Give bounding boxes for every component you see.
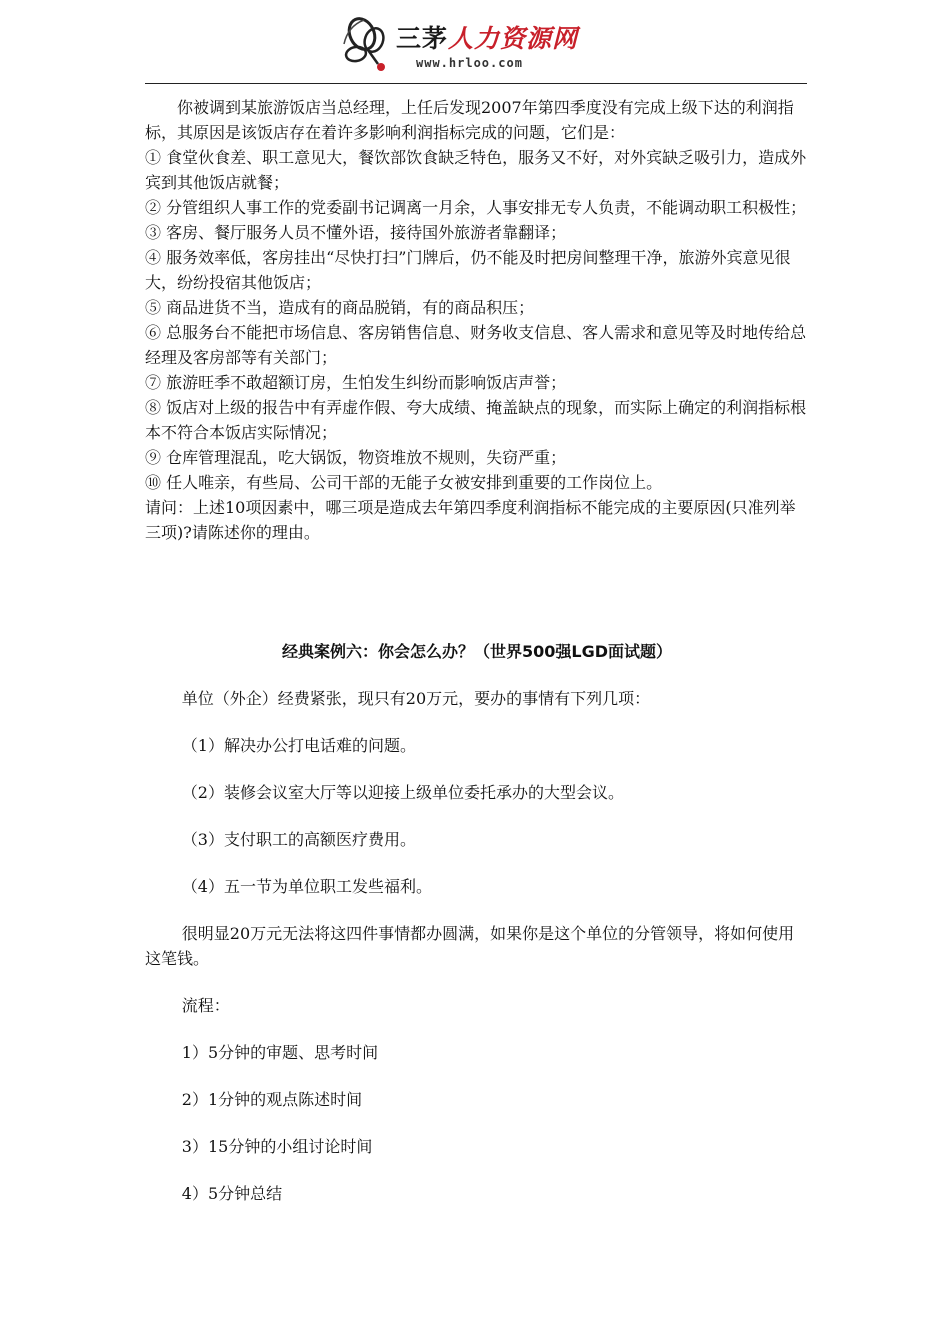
case6-intro: 单位（外企）经费紧张，现只有20万元，要办的事情有下列几项：: [181, 689, 651, 708]
problem-item: ⑨ 仓库管理混乱，吃大锅饭，物资堆放不规则，失窃严重；: [145, 448, 567, 467]
case6-title: 经典案例六：你会怎么办？（世界500强LGD面试题）: [281, 642, 672, 661]
problem-item: ⑤ 商品进货不当，造成有的商品脱销，有的商品积压；: [145, 298, 535, 317]
problem-item: ④ 服务效率低，客房挂出“尽快打扫”门牌后，仍不能及时把房间整理干净，旅游外宾意见很大，纷纷投宿其他饭店；: [145, 248, 791, 292]
case6-text: [145, 686, 809, 1228]
case6-task: 很明显20万元无法将这四件事情都办圆满，如果你是这个单位的分管领导，将如何使用这笔钱。: [145, 924, 795, 968]
case6-item: （2）装修会议室大厅等以迎接上级单位委托承办的大型会议。: [181, 783, 624, 802]
process-label: 流程：: [181, 996, 230, 1015]
logo-title-black: 三茅: [396, 24, 449, 53]
case6-item: （1）解决办公打电话难的问题。: [181, 736, 416, 755]
problem-item: ⑦ 旅游旺季不敢超额订房，生怕发生纠纷而影响饭店声誉；: [145, 373, 567, 392]
problem-item: ② 分管组织人事工作的党委副书记调离一月余，人事安排无专人负责，不能调动职工积极性；: [145, 198, 807, 217]
site-logo[interactable]: [338, 14, 618, 76]
page-header: [0, 0, 950, 90]
case-question: 请问：上述10项因素中，哪三项是造成去年第四季度利润指标不能完成的主要原因(只准列举三项)?请陈述你的理由。: [145, 498, 796, 542]
process-step: 2）1分钟的观点陈述时间: [181, 1090, 363, 1109]
problem-item: ① 食堂伙食差、职工意见大，餐饮部饮食缺乏特色，服务又不好，对外宾缺乏吸引力，造成外宾到其他饭店就餐；: [145, 148, 807, 192]
logo-title: [396, 24, 578, 54]
process-step: 4）5分钟总结: [181, 1184, 283, 1203]
problem-item: ③ 客房、餐厅服务人员不懂外语，接待国外旅游者靠翻译；: [145, 223, 567, 242]
logo-title-red: 人力资源网: [448, 24, 579, 53]
process-step: 3）15分钟的小组讨论时间: [181, 1137, 373, 1156]
problem-item: ⑧ 饭店对上级的报告中有弄虚作假、夸大成绩、掩盖缺点的现象，而实际上确定的利润指标根本不符合本饭店实际情况；: [145, 398, 807, 442]
problem-item: ⑩ 任人唯亲，有些局、公司干部的无能子女被安排到重要的工作岗位上。: [145, 473, 663, 492]
process-step: 1）5分钟的审题、思考时间: [181, 1043, 379, 1062]
header-divider: [145, 83, 807, 84]
logo-url: www.hrloo.com: [416, 56, 523, 70]
butterfly-magnifier-icon: [338, 14, 402, 74]
case6-item: （4）五一节为单位职工发些福利。: [181, 877, 432, 896]
case-hotel-text: [145, 95, 809, 545]
problem-item: ⑥ 总服务台不能把市场信息、客房销售信息、财务收支信息、客人需求和意见等及时地传给总经理及客房部等有关部门；: [145, 323, 807, 367]
case6-item: （3）支付职工的高额医疗费用。: [181, 830, 416, 849]
case-intro: 你被调到某旅游饭店当总经理，上任后发现2007年第四季度没有完成上级下达的利润指标，其原因是该饭店存在着许多影响利润指标完成的问题，它们是：: [145, 98, 794, 142]
